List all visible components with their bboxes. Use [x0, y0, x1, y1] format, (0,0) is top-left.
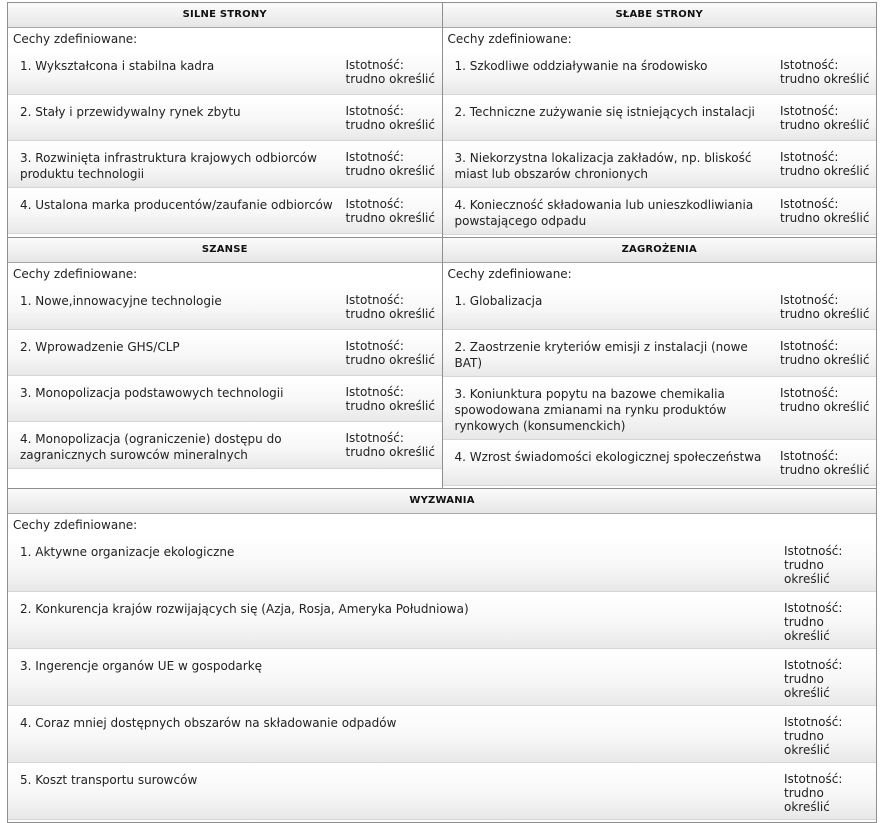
importance-label: Istotność:: [780, 58, 839, 72]
feature-text: 1. Wykształcona i stabilna kadra: [20, 59, 215, 73]
item-list: [8, 51, 442, 236]
importance-label: Istotność:: [345, 339, 404, 353]
importance-value: trudno określić: [345, 164, 435, 178]
importance: [346, 424, 442, 464]
feature-text: 2. Techniczne zużywanie się istniejących instalacji: [454, 105, 755, 119]
section-title: ZAGROŻENIA: [443, 238, 877, 263]
importance-value: trudno określić: [345, 211, 435, 225]
feature-row: [8, 190, 442, 234]
panel-filler: [8, 471, 442, 488]
importance: [346, 378, 442, 418]
importance-label: Istotność:: [780, 104, 839, 118]
importance-value: trudno określić: [784, 729, 830, 757]
importance-label: Istotność:: [345, 150, 404, 164]
feature-text: 5. Koszt transportu surowców: [20, 773, 198, 787]
importance: [784, 537, 876, 591]
importance-value: trudno określić: [780, 463, 870, 477]
panel-threats: [443, 238, 877, 488]
panel-opportunities: [8, 238, 443, 488]
importance-value: trudno określić: [780, 118, 870, 132]
importance-label: Istotność:: [784, 658, 843, 672]
importance-label: Istotność:: [345, 197, 404, 211]
importance-label: Istotność:: [780, 293, 839, 307]
importance-value: trudno określić: [780, 307, 870, 321]
importance-value: trudno określić: [780, 164, 870, 178]
importance-value: trudno określić: [780, 400, 870, 414]
feature-text: 2. Wprowadzenie GHS/CLP: [20, 340, 180, 354]
feature-row: [8, 51, 442, 95]
importance-label: Istotność:: [345, 385, 404, 399]
section-title: SŁABE STRONY: [443, 3, 877, 28]
feature-text: 3. Koniunktura popytu na bazowe chemikalia spowodowana zmianami na rynku produktów rynkowych (konsumenckich): [454, 387, 727, 433]
feature-text: 1. Globalizacja: [454, 294, 543, 308]
feature-row: [443, 442, 877, 486]
importance-label: Istotność:: [780, 449, 839, 463]
importance-value: trudno określić: [784, 615, 830, 643]
importance-value: trudno określić: [345, 399, 435, 413]
importance-value: trudno określić: [345, 118, 435, 132]
swot-table: [7, 2, 877, 823]
importance-value: trudno określić: [780, 211, 870, 225]
feature-text: 4. Coraz mniej dostępnych obszarów na składowanie odpadów: [20, 716, 397, 730]
section-caption: Cechy zdefiniowane:: [13, 267, 138, 281]
importance-label: Istotność:: [784, 601, 843, 615]
importance: [780, 286, 876, 326]
importance: [780, 97, 876, 137]
importance-value: trudno określić: [345, 307, 435, 321]
feature-text: 4. Ustalona marka producentów/zaufanie odbiorców: [20, 198, 333, 212]
importance: [780, 190, 876, 230]
importance-label: Istotność:: [345, 431, 404, 445]
feature-row: [8, 537, 876, 592]
feature-text: 2. Zaostrzenie kryteriów emisji z instalacji (nowe BAT): [454, 340, 748, 370]
importance: [346, 286, 442, 326]
importance-value: trudno określić: [784, 786, 830, 814]
importance-label: Istotność:: [780, 386, 839, 400]
item-list: [8, 537, 876, 822]
item-list: [443, 51, 877, 237]
feature-text: 2. Stały i przewidywalny rynek zbytu: [20, 105, 241, 119]
importance-value: trudno określić: [345, 72, 435, 86]
importance-value: trudno określić: [784, 672, 830, 700]
section-caption: Cechy zdefiniowane:: [13, 518, 138, 532]
feature-row: [443, 286, 877, 330]
section-title: WYZWANIA: [8, 489, 876, 514]
importance-label: Istotność:: [345, 104, 404, 118]
section-caption: Cechy zdefiniowane:: [447, 267, 572, 281]
importance-label: Istotność:: [784, 544, 843, 558]
panel-filler: [8, 236, 442, 237]
panel-weaknesses: [443, 3, 877, 237]
importance-value: trudno określić: [780, 72, 870, 86]
importance: [784, 765, 876, 819]
feature-row: [8, 594, 876, 649]
feature-text: 3. Rozwinięta infrastruktura krajowych odbiorców produktu technologii: [20, 151, 317, 181]
feature-row: [8, 424, 442, 469]
importance: [784, 708, 876, 762]
importance: [784, 651, 876, 705]
feature-row: [8, 286, 442, 330]
importance-label: Istotność:: [784, 772, 843, 786]
importance-label: Istotność:: [780, 197, 839, 211]
item-list: [8, 286, 442, 471]
importance: [346, 332, 442, 372]
feature-row: [8, 143, 442, 188]
swot-row-internal: [8, 3, 876, 237]
importance: [346, 143, 442, 183]
importance-value: trudno określić: [780, 353, 870, 367]
feature-text: 3. Niekorzystna lokalizacja zakładów, np. bliskość miast lub obszarów chronionych: [454, 151, 752, 181]
importance: [346, 51, 442, 91]
importance: [346, 97, 442, 137]
feature-text: 3. Monopolizacja podstawowych technologii: [20, 386, 284, 400]
feature-row: [443, 97, 877, 141]
importance: [784, 594, 876, 648]
section-title: SZANSE: [8, 238, 442, 263]
feature-row: [443, 190, 877, 235]
feature-row: [8, 378, 442, 422]
importance: [780, 332, 876, 372]
feature-text: 1. Aktywne organizacje ekologiczne: [20, 545, 235, 559]
feature-row: [8, 651, 876, 706]
feature-text: 2. Konkurencja krajów rozwijających się (Azja, Rosja, Ameryka Południowa): [20, 602, 469, 616]
importance-label: Istotność:: [345, 293, 404, 307]
swot-row-external: [8, 237, 876, 488]
feature-text: 4. Wzrost świadomości ekologicznej społeczeństwa: [454, 450, 762, 464]
feature-text: 1. Nowe,innowacyjne technologie: [20, 294, 222, 308]
feature-row: [8, 332, 442, 376]
importance-label: Istotność:: [780, 339, 839, 353]
feature-row: [8, 708, 876, 763]
feature-row: [443, 332, 877, 377]
feature-row: [443, 143, 877, 188]
section-title: SILNE STRONY: [8, 3, 442, 28]
item-list: [443, 286, 877, 488]
feature-text: 4. Konieczność składowania lub unieszkodliwiania powstającego odpadu: [454, 198, 754, 228]
importance-label: Istotność:: [784, 715, 843, 729]
importance-label: Istotność:: [780, 150, 839, 164]
feature-text: 3. Ingerencje organów UE w gospodarkę: [20, 659, 263, 673]
feature-row: [8, 765, 876, 820]
importance: [346, 190, 442, 230]
importance: [780, 379, 876, 419]
feature-text: 4. Monopolizacja (ograniczenie) dostępu do zagranicznych surowców mineralnych: [20, 432, 282, 462]
importance: [780, 143, 876, 183]
importance-value: trudno określić: [784, 558, 830, 586]
importance-value: trudno określić: [345, 445, 435, 459]
importance: [780, 51, 876, 91]
importance: [780, 442, 876, 482]
importance-value: trudno określić: [345, 353, 435, 367]
section-caption: Cechy zdefiniowane:: [13, 32, 138, 46]
feature-row: [443, 379, 877, 440]
importance-label: Istotność:: [345, 58, 404, 72]
feature-text: 1. Szkodliwe oddziaływanie na środowisko: [454, 59, 708, 73]
section-caption: Cechy zdefiniowane:: [447, 32, 572, 46]
panel-strengths: [8, 3, 443, 237]
panel-challenges: [8, 488, 876, 822]
feature-row: [443, 51, 877, 95]
feature-row: [8, 97, 442, 141]
